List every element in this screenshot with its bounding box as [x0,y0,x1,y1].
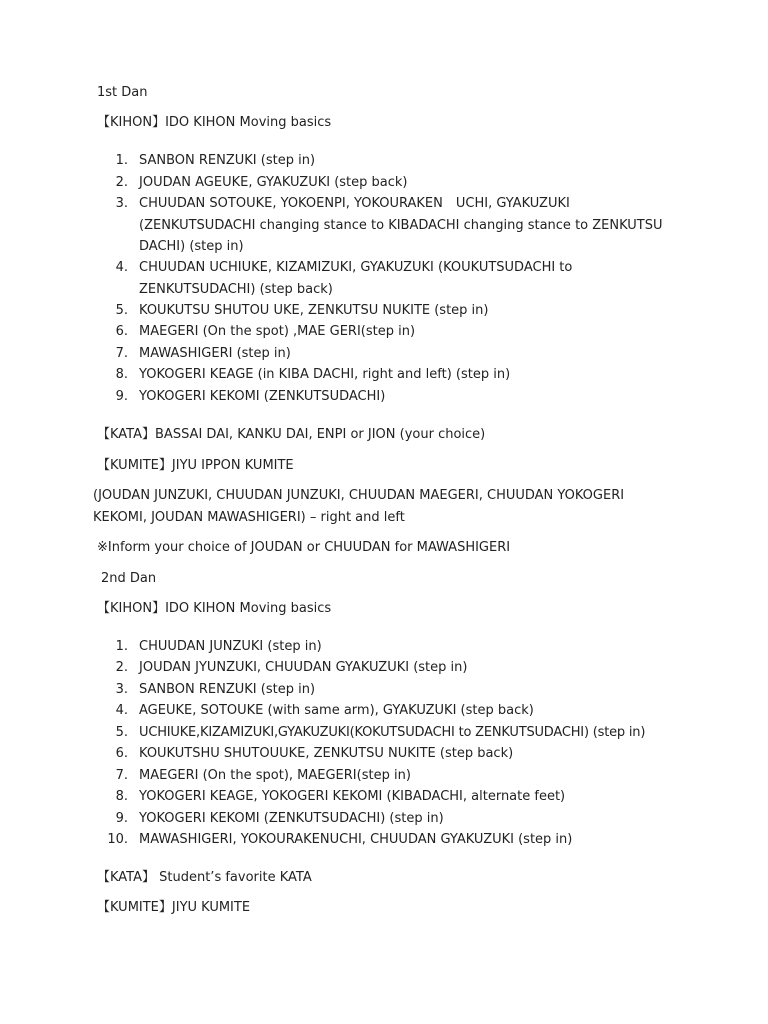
list-item: UCHIUKE,KIZAMIZUKI,GYAKUZUKI(KOKUTSUDACHI to ZENKUTSUDACHI) (step in) [139,725,646,740]
list-item: MAEGERI (On the spot), MAEGERI(step in) [139,768,411,783]
list-item: KOUKUTSU SHUTOU UKE, ZENKUTSU NUKITE (step in) [139,303,489,318]
note-1st-dan: ※Inform your choice of JOUDAN or CHUUDAN for MAWASHIGERI [97,540,511,555]
list-number: 9. [115,389,128,404]
list-item: SANBON RENZUKI (step in) [139,153,316,168]
kihon-heading-2nd-dan: 【KIHON】IDO KIHON Moving basics [97,601,332,616]
list-number: 3. [115,196,128,211]
list-item: CHUUDAN JUNZUKI (step in) [139,639,322,654]
section-heading-2nd-dan: 2nd Dan [101,571,157,586]
list-number: 5. [115,303,128,318]
list-item: MAEGERI (On the spot) ,MAE GERI(step in) [139,324,416,339]
list-item: AGEUKE, SOTOUKE (with same arm), GYAKUZUKI (step back) [139,703,534,718]
list-item: MAWASHIGERI, YOKOURAKENUCHI, CHUUDAN GYAKUZUKI (step in) [139,832,573,847]
list-item: KOUKUTSHU SHUTOUUKE, ZENKUTSU NUKITE (step back) [139,746,514,761]
list-item: YOKOGERI KEKOMI (ZENKUTSUDACHI) [139,389,386,404]
list-number: 6. [115,746,128,761]
list-item: YOKOGERI KEAGE (in KIBA DACHI, right and left) (step in) [139,367,511,382]
kumite-line-1st-dan: 【KUMITE】JIYU IPPON KUMITE [97,458,294,473]
list-number: 3. [115,682,128,697]
list-number: 1. [115,153,128,168]
list-number: 8. [115,367,128,382]
section-heading-1st-dan: 1st Dan [97,85,148,100]
kumite-line-2nd-dan: 【KUMITE】JIYU KUMITE [97,900,251,915]
list-item: JOUDAN AGEUKE, GYAKUZUKI (step back) [139,175,408,190]
list-number: 1. [115,639,128,654]
list-number: 5. [115,725,128,740]
list-number: 8. [115,789,128,804]
list-item: YOKOGERI KEAGE, YOKOGERI KEKOMI (KIBADACHI, alternate feet) [139,789,566,804]
list-item: CHUUDAN SOTOUKE, YOKOENPI, YOKOURAKEN UCHI, GYAKUZUKI (ZENKUTSUDACHI changing stance to KIBADACHI changing stance to ZENKUTSU DACHI) (step in) [139,196,663,254]
list-number: 4. [115,260,128,275]
list-item: MAWASHIGERI (step in) [139,346,291,361]
list-item: YOKOGERI KEKOMI (ZENKUTSUDACHI) (step in) [139,811,444,826]
kata-line-2nd-dan: 【KATA】 Student’s favorite KATA [97,870,312,885]
kata-line-1st-dan: 【KATA】BASSAI DAI, KANKU DAI, ENPI or JION (your choice) [97,427,486,442]
list-number: 4. [115,703,128,718]
list-number: 7. [115,768,128,783]
list-number: 7. [115,346,128,361]
list-number: 6. [115,324,128,339]
list-number: 2. [115,660,128,675]
list-number: 9. [115,811,128,826]
list-number: 2. [115,175,128,190]
kihon-heading-1st-dan: 【KIHON】IDO KIHON Moving basics [97,115,332,130]
list-item: SANBON RENZUKI (step in) [139,682,316,697]
list-number: 10. [107,832,128,847]
kumite-detail-1st-dan: (JOUDAN JUNZUKI, CHUUDAN JUNZUKI, CHUUDAN MAEGERI, CHUUDAN YOKOGERI KEKOMI, JOUDAN MAWASHIGERI) – right and left [93,488,625,525]
list-item: CHUUDAN UCHIUKE, KIZAMIZUKI, GYAKUZUKI (KOUKUTSUDACHI to ZENKUTSUDACHI) (step back) [139,260,573,297]
list-item: JOUDAN JYUNZUKI, CHUUDAN GYAKUZUKI (step in) [139,660,468,675]
